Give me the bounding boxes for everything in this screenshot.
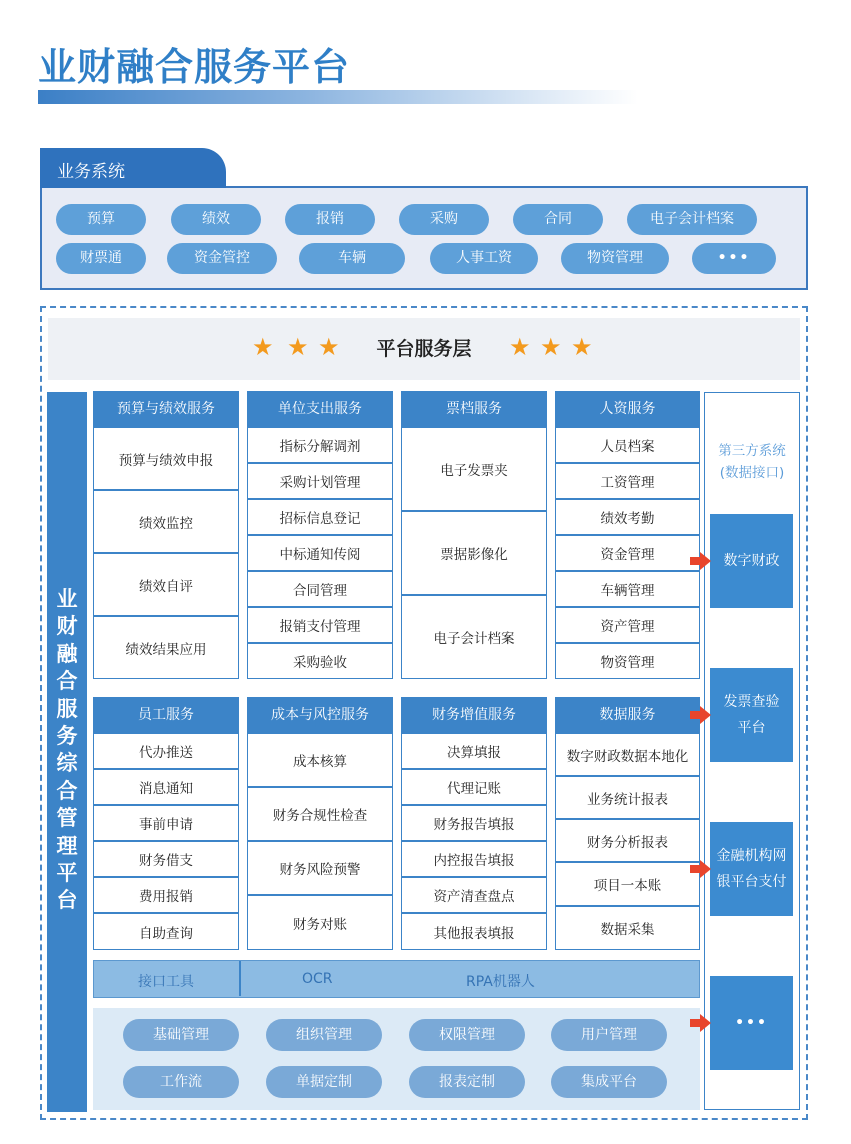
service-item[interactable]: 财务对账 <box>247 895 393 950</box>
arrow-right-icon <box>690 552 712 570</box>
service-item[interactable]: 绩效自评 <box>93 553 239 616</box>
business-item[interactable]: 车辆 <box>299 243 405 274</box>
service-item[interactable]: 资金管理 <box>555 535 700 571</box>
business-item[interactable]: 人事工资 <box>430 243 538 274</box>
service-item[interactable]: 预算与绩效申报 <box>93 427 239 490</box>
base-item[interactable]: 报表定制 <box>409 1066 525 1098</box>
side-label-text: 业财融合服务综合管理平台 <box>56 587 78 913</box>
business-item[interactable]: 采购 <box>399 204 489 235</box>
star-icon: ★ <box>287 333 309 361</box>
title-underline <box>38 90 638 104</box>
arrow-right-icon <box>690 1014 712 1032</box>
service-item[interactable]: 数据采集 <box>555 906 700 950</box>
service-item[interactable]: 采购计划管理 <box>247 463 393 499</box>
service-item[interactable]: 数字财政数据本地化 <box>555 733 700 776</box>
interface-tool-label[interactable]: 接口工具 <box>138 974 194 990</box>
business-system-tab: 业务系统 <box>40 148 226 188</box>
business-system-panel <box>40 186 808 290</box>
tools-bar <box>93 960 700 998</box>
service-item[interactable]: 电子会计档案 <box>401 595 547 679</box>
third-party-label-line: 第三方系统 <box>718 443 786 459</box>
star-icon: ★ <box>318 333 340 361</box>
invoice-check-line: 平台 <box>737 720 766 736</box>
service-item[interactable]: 成本核算 <box>247 733 393 787</box>
column-header: 财务增值服务 <box>401 697 547 733</box>
service-item[interactable]: 招标信息登记 <box>247 499 393 535</box>
service-item[interactable]: 资产管理 <box>555 607 700 643</box>
third-party-label <box>704 440 800 484</box>
business-item[interactable]: 物资管理 <box>561 243 669 274</box>
service-item[interactable]: 绩效结果应用 <box>93 616 239 679</box>
service-item[interactable]: 采购验收 <box>247 643 393 679</box>
business-item[interactable]: 合同 <box>513 204 603 235</box>
service-item[interactable]: 电子发票夹 <box>401 427 547 511</box>
more-third-party-box[interactable]: ••• <box>710 976 793 1070</box>
base-item[interactable]: 权限管理 <box>409 1019 525 1051</box>
service-item[interactable]: 报销支付管理 <box>247 607 393 643</box>
invoice-check-box[interactable] <box>710 668 793 762</box>
service-item[interactable]: 其他报表填报 <box>401 913 547 950</box>
business-item[interactable]: 绩效 <box>171 204 261 235</box>
star-icon: ★ <box>252 333 274 361</box>
invoice-check-line: 发票查验 <box>723 694 780 710</box>
service-item[interactable]: 物资管理 <box>555 643 700 679</box>
service-item[interactable]: 财务合规性检查 <box>247 787 393 841</box>
column-header: 票档服务 <box>401 391 547 427</box>
arrow-right-icon <box>690 860 712 878</box>
rpa-tool-label[interactable]: RPA机器人 <box>466 974 535 990</box>
business-item[interactable]: 预算 <box>56 204 146 235</box>
digital-finance-box[interactable]: 数字财政 <box>710 514 793 608</box>
base-item[interactable]: 组织管理 <box>266 1019 382 1051</box>
third-party-label-line: (数据接口) <box>719 465 785 481</box>
base-item[interactable]: 基础管理 <box>123 1019 239 1051</box>
base-item[interactable]: 工作流 <box>123 1066 239 1098</box>
service-item[interactable]: 车辆管理 <box>555 571 700 607</box>
service-item[interactable]: 绩效考勤 <box>555 499 700 535</box>
service-item[interactable]: 中标通知传阅 <box>247 535 393 571</box>
bank-payment-box[interactable] <box>710 822 793 916</box>
business-item[interactable]: 财票通 <box>56 243 146 274</box>
column-header: 数据服务 <box>555 697 700 733</box>
service-item[interactable]: 代办推送 <box>93 733 239 769</box>
arrow-right-icon <box>690 706 712 724</box>
service-item[interactable]: 事前申请 <box>93 805 239 841</box>
tools-divider <box>239 961 241 996</box>
platform-header <box>48 318 800 380</box>
business-item[interactable]: 资金管控 <box>167 243 277 274</box>
bank-payment-line: 金融机构网 <box>716 848 787 864</box>
column-header: 成本与风控服务 <box>247 697 393 733</box>
service-item[interactable]: 指标分解调剂 <box>247 427 393 463</box>
ocr-tool-label[interactable]: OCR <box>302 971 333 987</box>
service-item[interactable]: 财务风险预警 <box>247 841 393 895</box>
service-item[interactable]: 消息通知 <box>93 769 239 805</box>
service-item[interactable]: 合同管理 <box>247 571 393 607</box>
base-item[interactable]: 集成平台 <box>551 1066 667 1098</box>
service-item[interactable]: 财务借支 <box>93 841 239 877</box>
service-item[interactable]: 财务报告填报 <box>401 805 547 841</box>
star-icon: ★ <box>540 333 562 361</box>
service-item[interactable]: 自助查询 <box>93 913 239 950</box>
star-icon: ★ <box>571 333 593 361</box>
service-item[interactable]: 决算填报 <box>401 733 547 769</box>
service-item[interactable]: 绩效监控 <box>93 490 239 553</box>
base-item[interactable]: 单据定制 <box>266 1066 382 1098</box>
column-header: 员工服务 <box>93 697 239 733</box>
business-item[interactable]: 报销 <box>285 204 375 235</box>
service-item[interactable]: 资产清查盘点 <box>401 877 547 913</box>
bank-payment-line: 银平台支付 <box>716 874 787 890</box>
service-item[interactable]: 内控报告填报 <box>401 841 547 877</box>
platform-title: 平台服务层 <box>376 338 472 360</box>
service-item[interactable]: 工资管理 <box>555 463 700 499</box>
service-item[interactable]: 票据影像化 <box>401 511 547 595</box>
service-item[interactable]: 项目一本账 <box>555 862 700 906</box>
business-item[interactable]: 电子会计档案 <box>627 204 757 235</box>
star-icon: ★ <box>509 333 531 361</box>
service-item[interactable]: 代理记账 <box>401 769 547 805</box>
column-header: 人资服务 <box>555 391 700 427</box>
more-business-button[interactable]: ••• <box>692 243 776 274</box>
column-header: 单位支出服务 <box>247 391 393 427</box>
service-item[interactable]: 财务分析报表 <box>555 819 700 862</box>
page-title: 业财融合服务平台 <box>38 45 351 89</box>
service-item[interactable]: 费用报销 <box>93 877 239 913</box>
column-header: 预算与绩效服务 <box>93 391 239 427</box>
service-item[interactable]: 人员档案 <box>555 427 700 463</box>
service-item[interactable]: 业务统计报表 <box>555 776 700 819</box>
base-item[interactable]: 用户管理 <box>551 1019 667 1051</box>
platform-side-label <box>47 392 87 1112</box>
